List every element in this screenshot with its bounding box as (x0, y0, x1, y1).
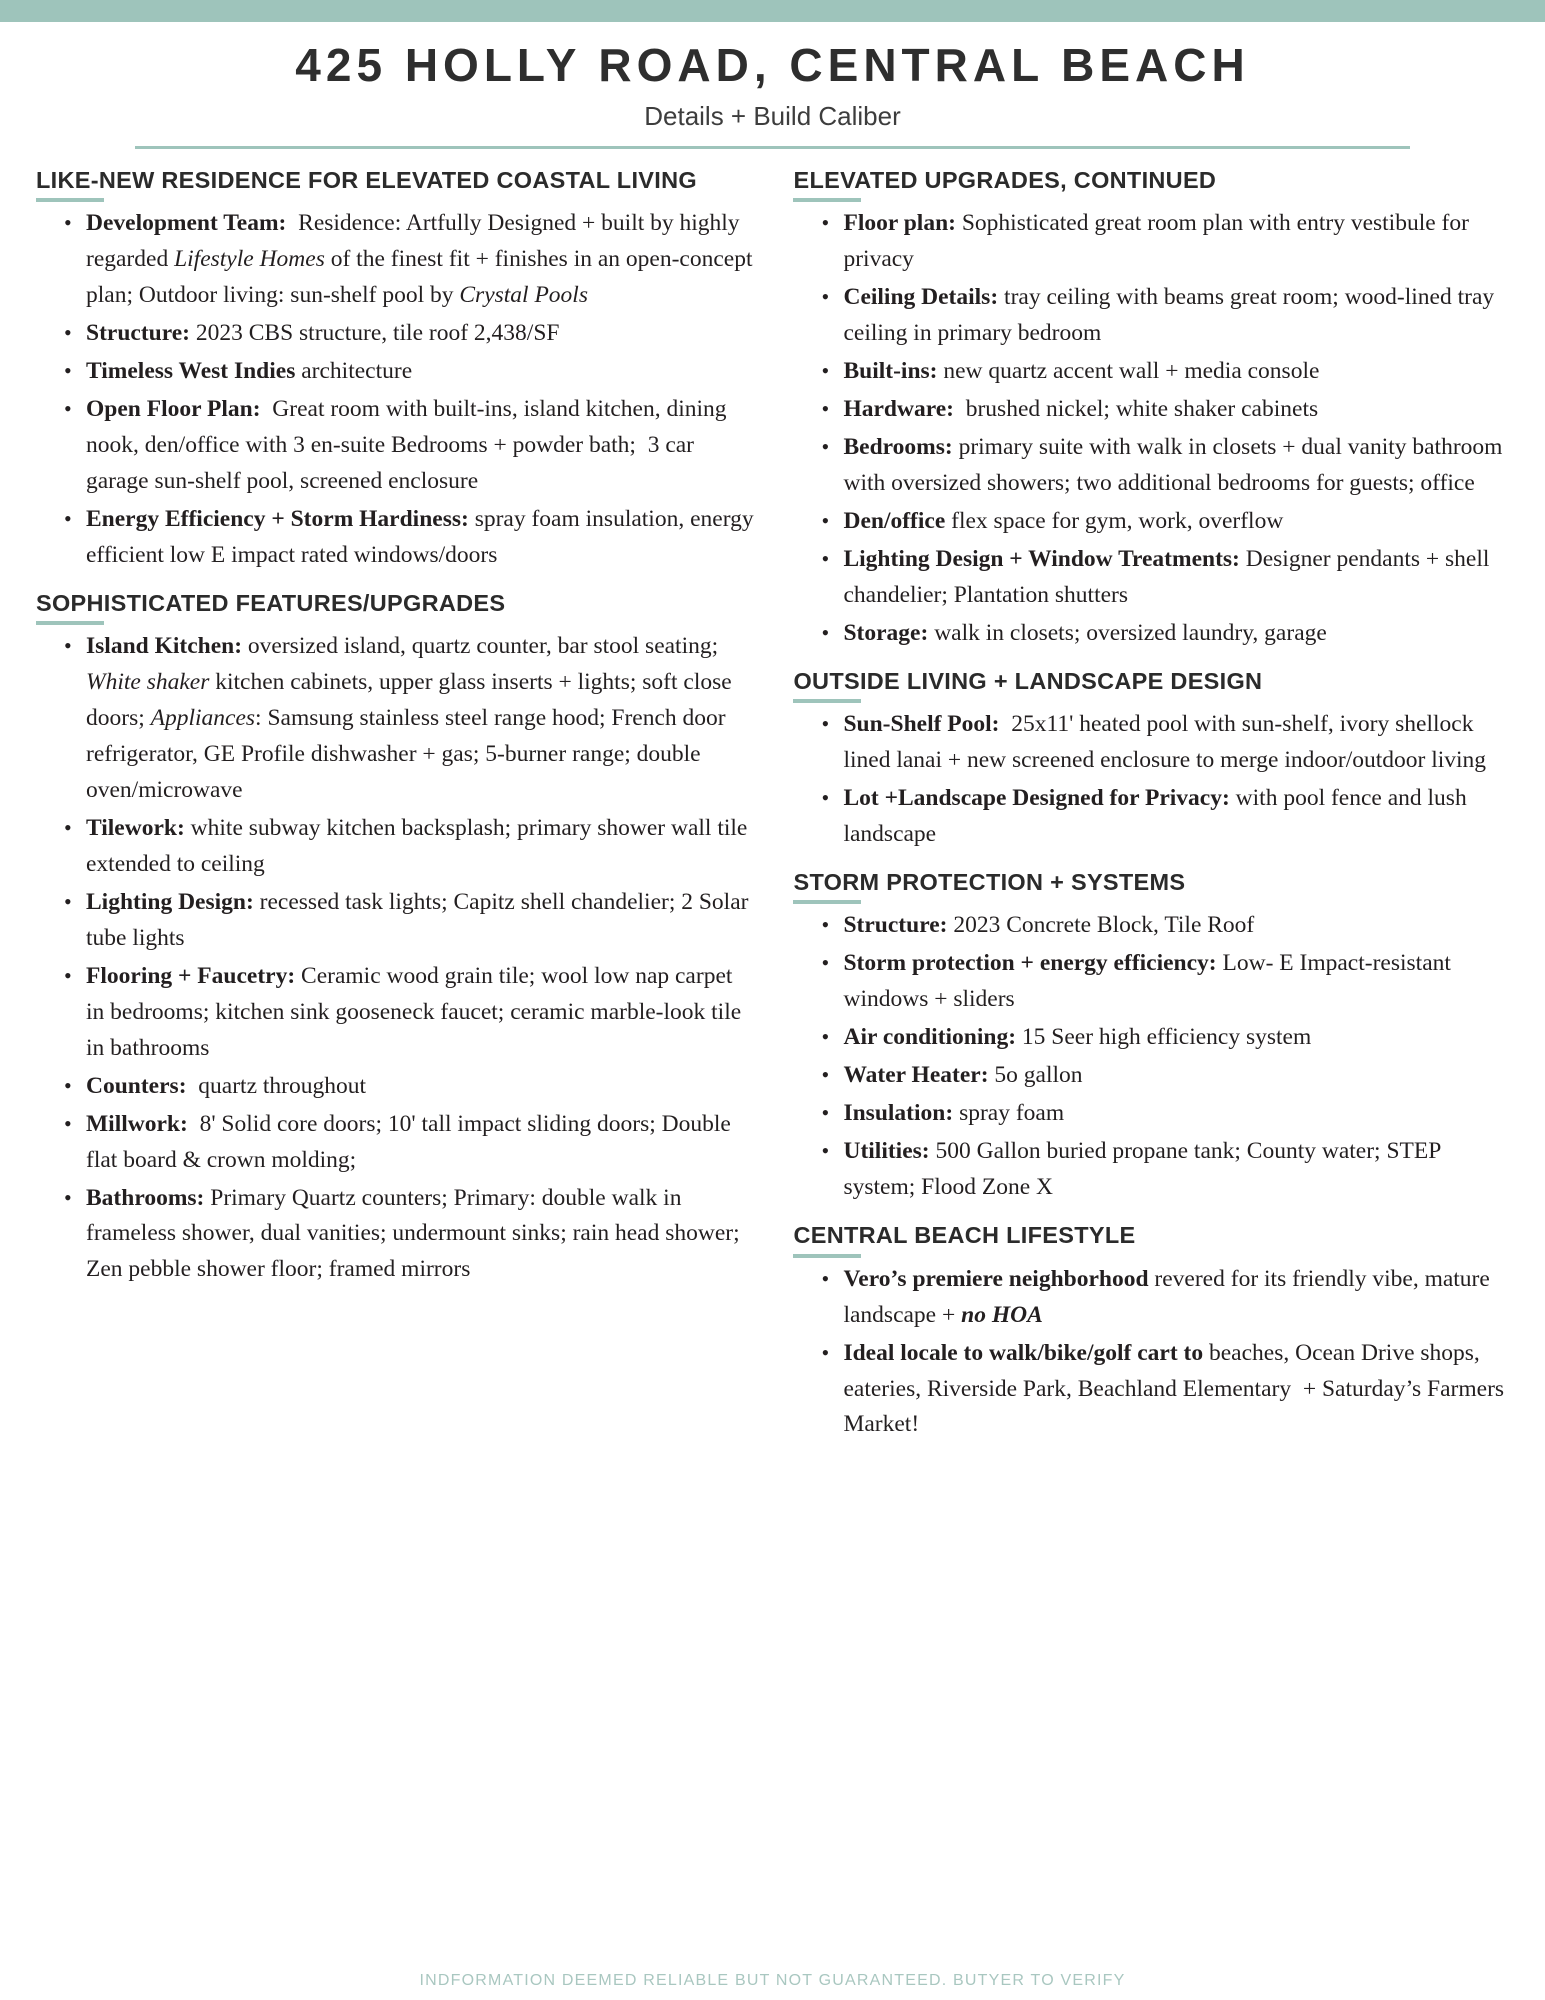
list-item: • Air conditioning: 15 Seer high efficiency system (819, 1020, 1509, 1056)
list-item: • Bathrooms: Primary Quartz counters; Primary: double walk in frameless shower, dual vanities; undermount sinks; rain head shower; Zen pebble shower floor; framed mirrors (62, 1181, 755, 1289)
list-item: • Island Kitchen: oversized island, quartz counter, bar stool seating; White shaker kitchen cabinets, upper glass inserts + lights; soft close doors; Appliances: Samsung stainless steel range hood; French door refrigerator, GE Profile dishwasher + gas; 5-burner range; double oven/microwave (62, 629, 755, 809)
list-item: • Hardware: brushed nickel; white shaker cabinets (819, 392, 1509, 428)
list-item: • Energy Efficiency + Storm Hardiness: spray foam insulation, energy efficient low E impact rated windows/doors (62, 502, 755, 574)
list-item: • Sun-Shelf Pool: 25x11' heated pool with sun-shelf, ivory shellock lined lanai + new screened enclosure to merge indoor/outdoor living (819, 707, 1509, 779)
section-underline (793, 198, 861, 202)
section-heading: LIKE-NEW RESIDENCE FOR ELEVATED COASTAL LIVING (36, 166, 697, 193)
list-item: • Ideal locale to walk/bike/golf cart to beaches, Ocean Drive shops, eateries, Riverside Park, Beachland Elementary + Saturday’s Farmers Market! (819, 1336, 1509, 1444)
section-underline (793, 900, 861, 904)
list-item: • Ceiling Details: tray ceiling with beams great room; wood-lined tray ceiling in primary bedroom (819, 280, 1509, 352)
footer-disclaimer: INDFORMATION DEEMED RELIABLE BUT NOT GUARANTEED. BUTYER TO VERIFY (419, 1972, 1126, 1989)
list-item: • Floor plan: Sophisticated great room plan with entry vestibule for privacy (819, 206, 1509, 278)
list-item: • Counters: quartz throughout (62, 1069, 755, 1105)
feature-list (793, 908, 1509, 1206)
list-item: • Lighting Design: recessed task lights; Capitz shell chandelier; 2 Solar tube lights (62, 885, 755, 957)
list-item: • Millwork: 8' Solid core doors; 10' tall impact sliding doors; Double flat board & crown molding; (62, 1107, 755, 1179)
list-item: • Development Team: Residence: Artfully Designed + built by highly regarded Lifestyle Homes of the finest fit + finishes in an open-concept plan; Outdoor living: sun-shelf pool by Crystal Pools (62, 206, 755, 314)
list-item: • Lighting Design + Window Treatments: Designer pendants + shell chandelier; Plantation shutters (819, 542, 1509, 614)
list-item: • Structure: 2023 Concrete Block, Tile Roof (819, 908, 1509, 944)
section-heading: SOPHISTICATED FEATURES/UPGRADES (36, 589, 506, 616)
feature-list (36, 629, 755, 1288)
list-item: • Insulation: spray foam (819, 1096, 1509, 1132)
list-item: • Storage: walk in closets; oversized laundry, garage (819, 616, 1509, 652)
title-block (0, 22, 1545, 149)
list-item: • Storm protection + energy efficiency: Low- E Impact-resistant windows + sliders (819, 946, 1509, 1018)
list-item: • Open Floor Plan: Great room with built-ins, island kitchen, dining nook, den/office with 3 en-suite Bedrooms + powder bath; 3 car garage sun-shelf pool, screened enclosure (62, 392, 755, 500)
page-subtitle: Details + Build Caliber (644, 100, 901, 131)
list-item: • Flooring + Faucetry: Ceramic wood grain tile; wool low nap carpet in bedrooms; kitchen sink gooseneck faucet; ceramic marble-look tile in bathrooms (62, 959, 755, 1067)
list-item: • Built-ins: new quartz accent wall + media console (819, 354, 1509, 390)
list-item: • Timeless West Indies architecture (62, 354, 755, 390)
feature-list (793, 206, 1509, 651)
list-item: • Structure: 2023 CBS structure, tile roof 2,438/SF (62, 316, 755, 352)
section-heading: OUTSIDE LIVING + LANDSCAPE DESIGN (793, 667, 1263, 694)
section-heading: ELEVATED UPGRADES, CONTINUED (793, 166, 1217, 193)
list-item: • Water Heater: 5o gallon (819, 1058, 1509, 1094)
list-item: • Tilework: white subway kitchen backsplash; primary shower wall tile extended to ceiling (62, 811, 755, 883)
top-accent-bar (0, 0, 1545, 22)
list-item: • Bedrooms: primary suite with walk in closets + dual vanity bathroom with oversized showers; two additional bedrooms for guests; office (819, 430, 1509, 502)
feature-list (793, 707, 1509, 853)
left-column (36, 157, 761, 1446)
content-columns (0, 149, 1545, 1446)
list-item: • Den/office flex space for gym, work, overflow (819, 504, 1509, 540)
section-heading: CENTRAL BEACH LIFESTYLE (793, 1222, 1136, 1249)
section-underline (36, 198, 104, 202)
feature-list (793, 1262, 1509, 1444)
list-item: • Utilities: 500 Gallon buried propane tank; County water; STEP system; Flood Zone X (819, 1134, 1509, 1206)
section-heading: STORM PROTECTION + SYSTEMS (793, 868, 1186, 895)
page-title: 425 HOLLY ROAD, CENTRAL BEACH (295, 39, 1250, 91)
list-item: • Vero’s premiere neighborhood revered for its friendly vibe, mature landscape + no HOA (819, 1262, 1509, 1334)
section-underline (793, 1254, 861, 1258)
right-column (783, 157, 1509, 1446)
list-item: • Lot +Landscape Designed for Privacy: with pool fence and lush landscape (819, 781, 1509, 853)
section-underline (36, 621, 104, 625)
section-underline (793, 699, 861, 703)
feature-list (36, 206, 755, 574)
